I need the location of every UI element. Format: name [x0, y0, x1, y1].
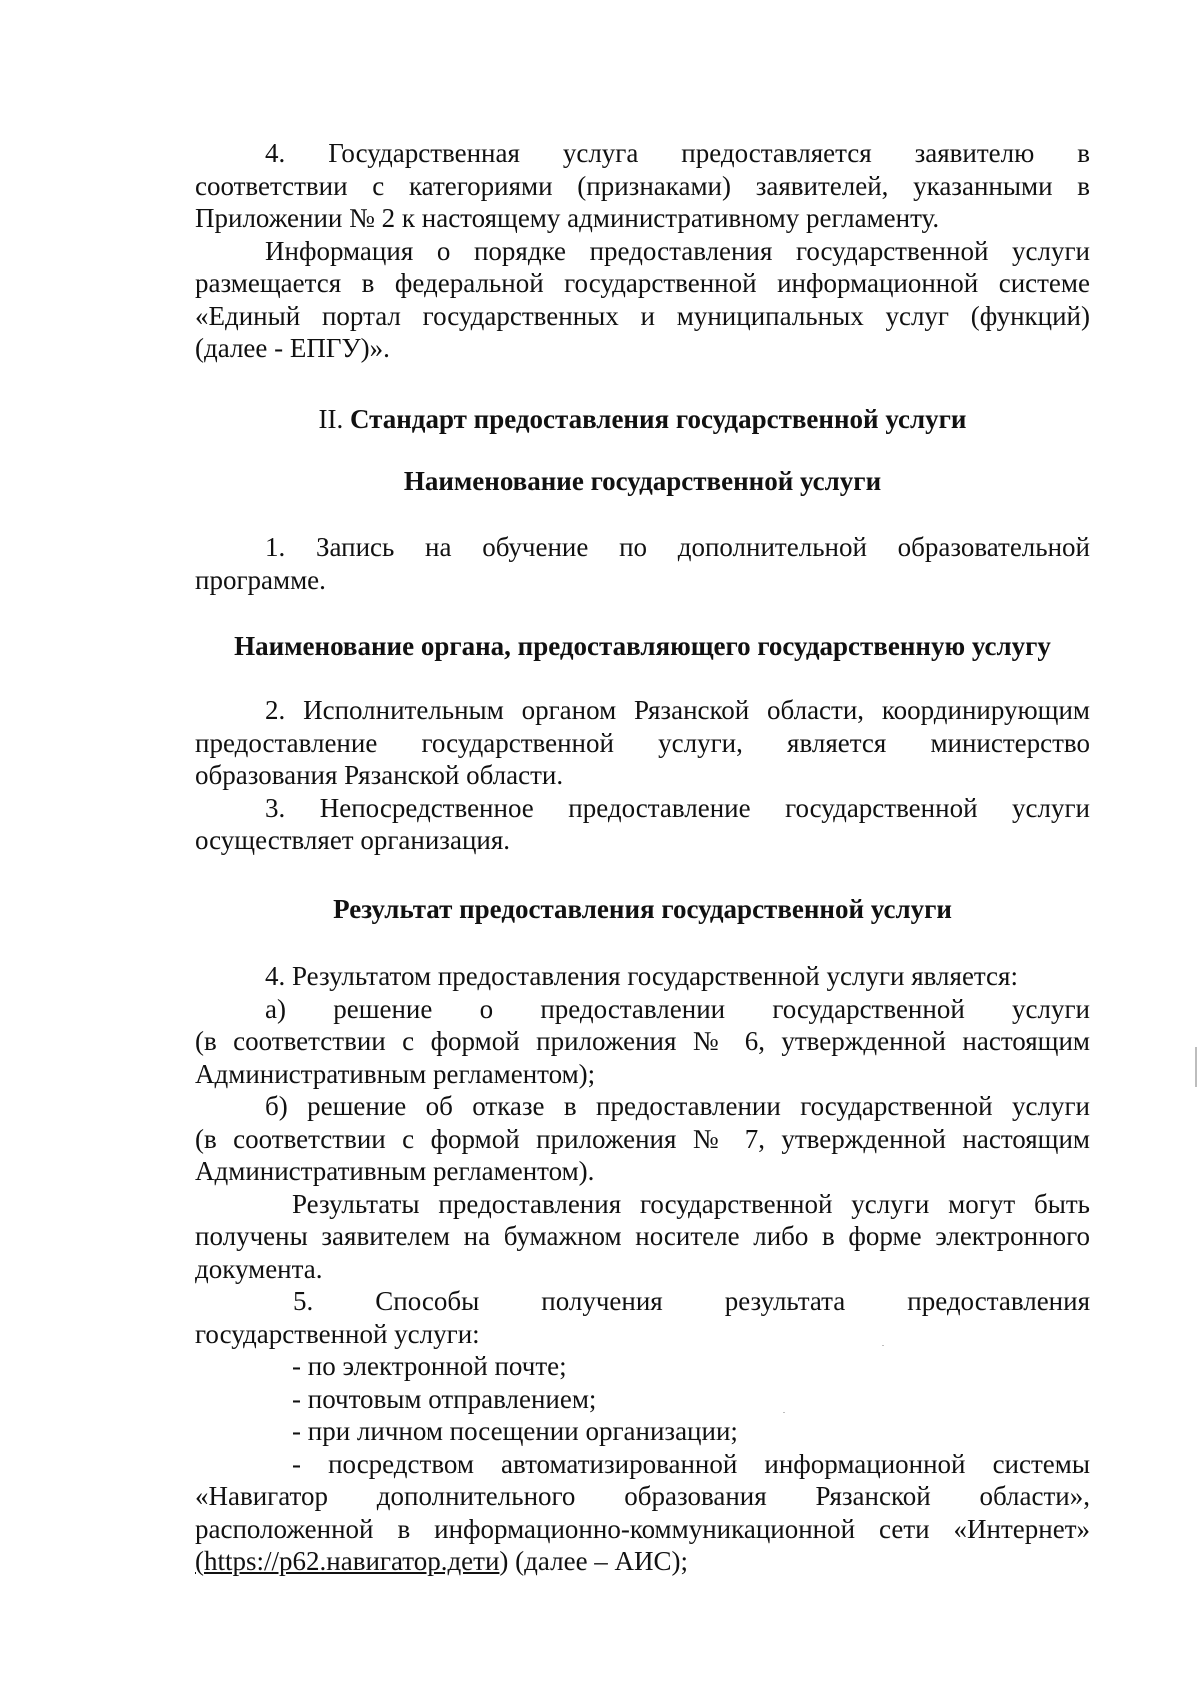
- section-title: Стандарт предоставления государственной услуги: [350, 404, 967, 434]
- paragraph-service-name: [195, 531, 1090, 596]
- text-line: государственной услуги:: [195, 1318, 480, 1349]
- text-line: «Навигатор дополнительного образования Рязанской области»,: [195, 1481, 1090, 1511]
- section-numeral: II.: [318, 404, 344, 434]
- scan-speck: [783, 1412, 785, 1413]
- text-line: размещается в федеральной государственной информационной системе: [195, 268, 1090, 298]
- list-item: - посредством автоматизированной информационной системы: [292, 1448, 1090, 1479]
- text-line: [195, 1545, 1090, 1578]
- scan-speck: [882, 1345, 884, 1346]
- navigator-link[interactable]: https://р62.навигатор.дети: [204, 1546, 500, 1576]
- text-line: образования Рязанской области.: [195, 760, 564, 790]
- navigator-link-open: (: [195, 1546, 204, 1576]
- list-item: - почтовым отправлением;: [292, 1383, 597, 1414]
- paragraph-result: [195, 960, 1090, 1578]
- text-line: 3. Непосредственное предоставление государственной услуги: [265, 792, 1090, 823]
- text-line: «Единый портал государственных и муниципальных услуг (функций): [195, 300, 1090, 331]
- text-line: программе.: [195, 564, 326, 595]
- list-item: - по электронной почте;: [292, 1351, 567, 1381]
- text-line: 4. Результатом предоставления государственной услуги является:: [265, 961, 1018, 991]
- paragraph-epgu-info: [195, 235, 1090, 365]
- section-heading: [195, 403, 1090, 436]
- text-line: получены заявителем на бумажном носителе либо в форме электронного: [195, 1221, 1090, 1251]
- subheading-service-name: Наименование государственной услуги: [403, 466, 882, 496]
- text-line: Административным регламентом).: [195, 1156, 595, 1186]
- subheading-result: Результат предоставления государственной услуги: [333, 894, 952, 924]
- list-item: - при личном посещении организации;: [292, 1416, 738, 1446]
- text-line: Информация о порядке предоставления государственной услуги: [265, 235, 1090, 266]
- navigator-link-tail: ) (далее – АИС);: [499, 1546, 689, 1576]
- text-line: 5. Способы получения результата предоставления: [293, 1286, 1090, 1316]
- text-line: (далее - ЕПГУ)».: [195, 333, 390, 363]
- text-line: (в соответствии с формой приложения № 6, утвержденной настоящим: [195, 1026, 1090, 1056]
- subheading-organ: Наименование органа, предоставляющего государственную услугу: [234, 631, 1051, 661]
- paragraph-organ: [195, 694, 1090, 792]
- scan-edge-mark: [1195, 1047, 1197, 1087]
- text-line: предоставление государственной услуги, является министерство: [195, 727, 1090, 758]
- text-line: осуществляет организация.: [195, 825, 511, 855]
- text-line: документа.: [195, 1253, 323, 1284]
- text-line: Административным регламентом);: [195, 1058, 596, 1089]
- text-line: соответствии с категориями (признаками) заявителей, указанными в: [195, 170, 1090, 201]
- text-line: Результаты предоставления государственной услуги могут быть: [292, 1188, 1090, 1219]
- text-line: расположенной в информационно-коммуникационной сети «Интернет»: [195, 1513, 1090, 1544]
- text-line: а) решение о предоставлении государственной услуги: [265, 993, 1090, 1024]
- text-line: 1. Запись на обучение по дополнительной образовательной: [265, 532, 1090, 562]
- text-line: Приложении № 2 к настоящему административному регламенту.: [195, 203, 940, 233]
- paragraph-organization: [195, 792, 1090, 857]
- text-line: 4. Государственная услуга предоставляется заявителю в: [265, 138, 1090, 168]
- text-line: 2. Исполнительным органом Рязанской области, координирующим: [265, 695, 1090, 725]
- paragraph-categories: [195, 137, 1090, 235]
- text-line: б) решение об отказе в предоставлении государственной услуги: [265, 1091, 1090, 1121]
- text-line: (в соответствии с формой приложения № 7, утвержденной настоящим: [195, 1123, 1090, 1154]
